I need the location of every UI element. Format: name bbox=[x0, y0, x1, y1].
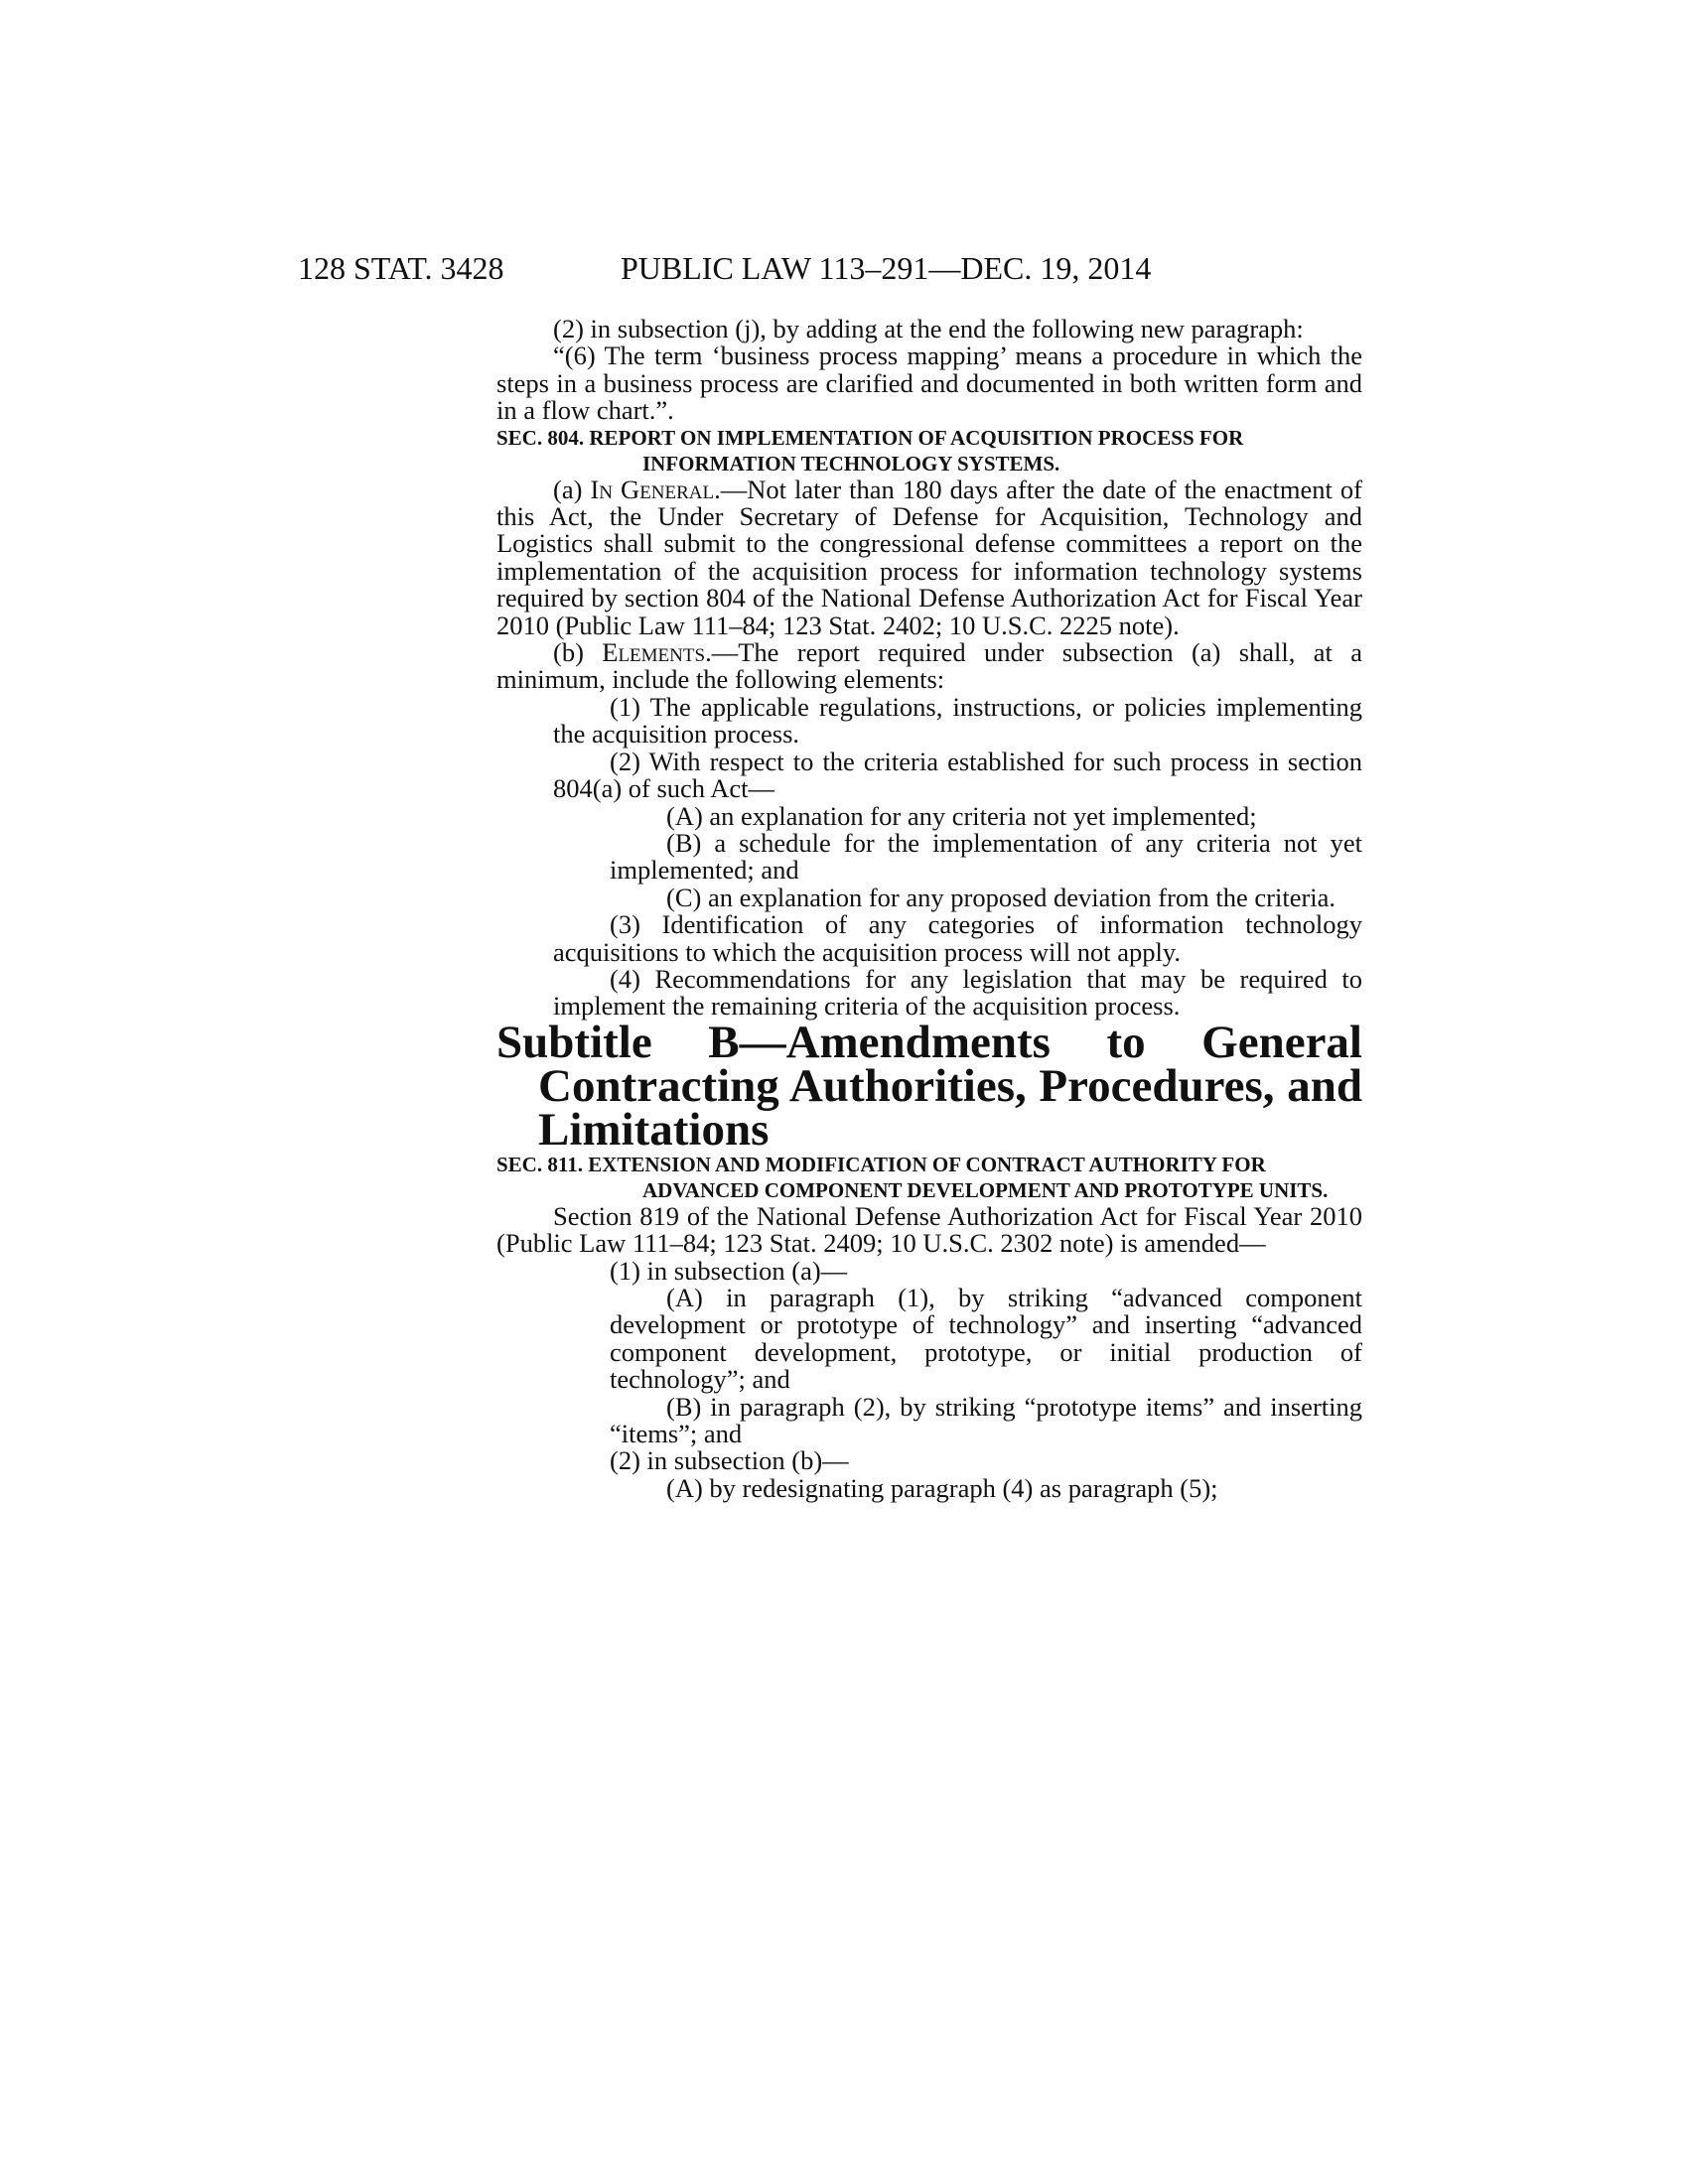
subsection-b-label: (b) bbox=[553, 637, 603, 668]
amendment-2: (2) in subsection (b)— bbox=[610, 1445, 849, 1476]
element-1: (1) The applicable regulations, instructions, or policies implementing the acquisition process. bbox=[553, 691, 1362, 750]
subsection-a-text: .—Not later than 180 days after the date of the enactment of this Act, the Under Secretary of Defense for Acquisition, Technology and Logistics shall submit to the congressional defense committees a report on the implementation of the acquisition process for information technology systems required by section 804 of the National Defense Authorization Act for Fiscal Year 2010 (Public Law 111–84; 123 Stat. 2402; 10 U.S.C. 2225 note). bbox=[496, 474, 1362, 640]
statute-page-number: 128 STAT. 3428 bbox=[298, 250, 504, 286]
amendment-1: (1) in subsection (a)— bbox=[610, 1255, 848, 1286]
subsection-a bbox=[496, 474, 1362, 640]
element-2-C: (C) an explanation for any proposed deviation from the criteria. bbox=[666, 882, 1336, 912]
element-2: (2) With respect to the criteria established for such process in section 804(a) of such Act— bbox=[553, 746, 1362, 804]
section-811-intro: Section 819 of the National Defense Authorization Act for Fiscal Year 2010 (Public Law 111–84; 123 Stat. 2409; 10 U.S.C. 2302 note) is amended— bbox=[496, 1200, 1362, 1259]
element-4: (4) Recommendations for any legislation that may be required to implement the remaining criteria of the acquisition process. bbox=[553, 963, 1362, 1022]
element-3: (3) Identification of any categories of information technology acquisitions to which the acquisition process will not apply. bbox=[553, 909, 1362, 967]
amendment-2-A: (A) by redesignating paragraph (4) as paragraph (5); bbox=[666, 1472, 1218, 1503]
subsection-b-caption: Elements bbox=[602, 637, 706, 668]
paragraph-amendment-2: (2) in subsection (j), by adding at the end the following new paragraph: bbox=[553, 314, 1304, 343]
subsection-b bbox=[496, 639, 1362, 694]
element-2-B: (B) a schedule for the implementation of any criteria not yet implemented; and bbox=[610, 827, 1362, 886]
subsection-b-text: .—The report required under subsection (a) shall, at a minimum, include the following elements: bbox=[496, 637, 1362, 695]
document-body bbox=[496, 316, 1362, 1502]
page-header bbox=[298, 250, 1291, 290]
element-2-A: (A) an explanation for any criteria not yet implemented; bbox=[666, 800, 1257, 831]
section-804-heading: SEC. 804. REPORT ON IMPLEMENTATION OF ACQUISITION PROCESS FOR INFORMATION TECHNOLOGY SYSTEMS. bbox=[496, 425, 1244, 476]
paragraph-definition-6: “(6) The term ‘business process mapping’ means a procedure in which the steps in a business process are clarified and documented in both written form and in a flow chart.”. bbox=[496, 341, 1362, 426]
public-law-citation: PUBLIC LAW 113–291—DEC. 19, 2014 bbox=[621, 250, 1152, 286]
subsection-a-caption: In General bbox=[590, 474, 715, 504]
amendment-1-A: (A) in paragraph (1), by striking “advanced component development or prototype of technology” and inserting “advanced component development, prototype, or initial production of technology”; and bbox=[610, 1282, 1362, 1395]
section-811-heading: SEC. 811. EXTENSION AND MODIFICATION OF CONTRACT AUTHORITY FOR ADVANCED COMPONENT DEVELOPMENT AND PROTOTYPE UNITS. bbox=[496, 1152, 1329, 1202]
subtitle-b-heading: Subtitle B—Amendments to General Contracting Authorities, Procedures, and Limitations bbox=[496, 1016, 1362, 1156]
subsection-a-label: (a) bbox=[553, 474, 591, 504]
amendment-1-B: (B) in paragraph (2), by striking “prototype items” and inserting “items”; and bbox=[610, 1391, 1362, 1448]
